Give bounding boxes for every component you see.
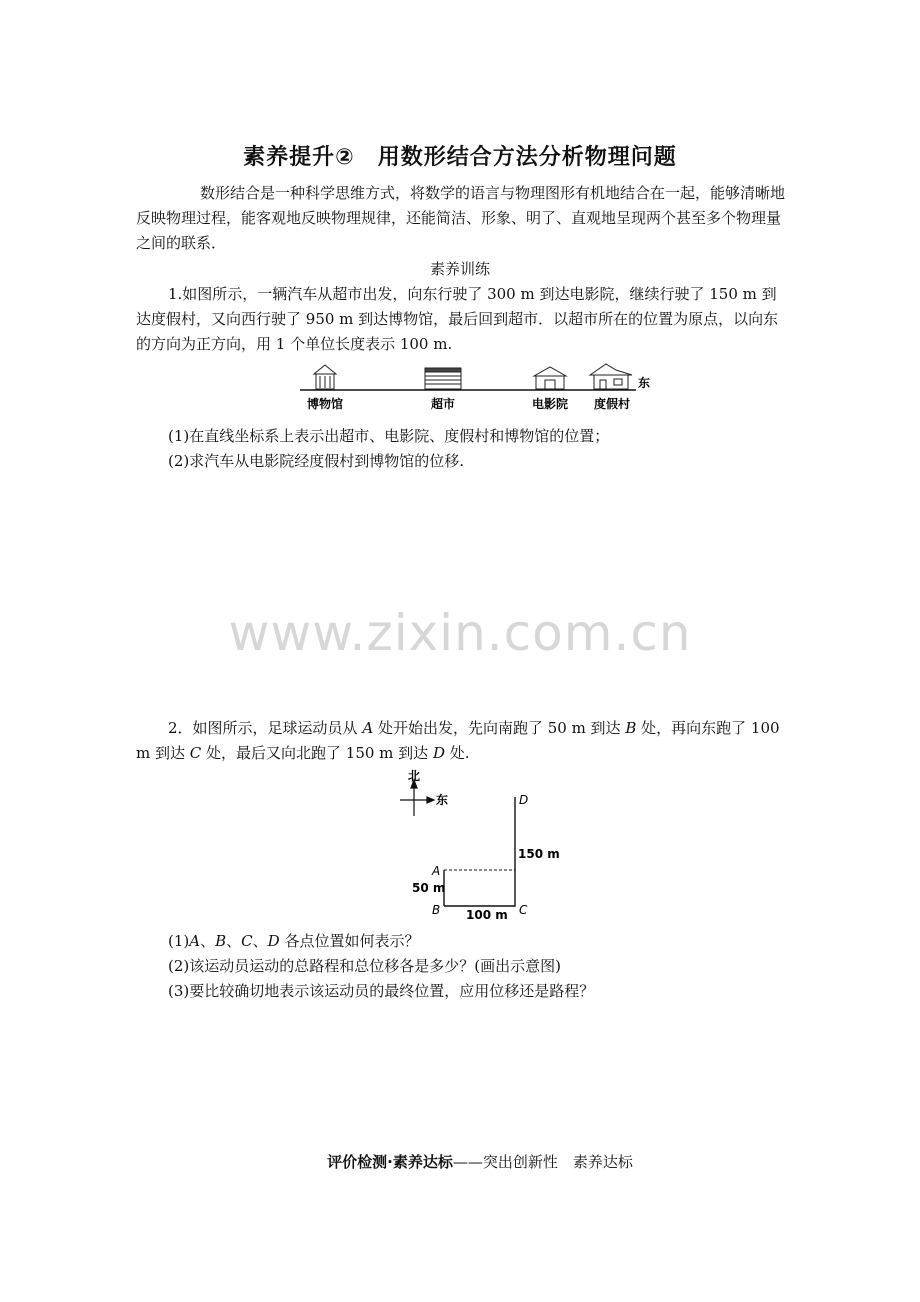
intro-paragraph: 数形结合是一种科学思维方式，将数学的语言与物理图形有机地结合在一起，能够清晰地反映物理过程，能客观地反映物理规律，还能简洁、形象、明了、直观地呈现两个甚至多个物理量之间的联系． bbox=[136, 184, 786, 252]
question-1-sub-1: (1)在直线坐标系上表示出超市、电影院、度假村和博物馆的位置； bbox=[168, 427, 610, 445]
label-resort: 度假村 bbox=[593, 397, 631, 411]
point-b-label: B bbox=[432, 903, 441, 917]
figure-2-path-diagram bbox=[0, 764, 920, 924]
label-museum: 博物馆 bbox=[306, 397, 344, 411]
question-1-sub-2: (2)求汽车从电影院经度假村到博物馆的位移. bbox=[168, 452, 465, 470]
supermarket-icon bbox=[425, 368, 461, 389]
resort-icon bbox=[590, 364, 632, 389]
compass-icon bbox=[400, 780, 434, 816]
east-label: 东 bbox=[436, 793, 449, 807]
cinema-icon bbox=[534, 367, 566, 389]
question-2-sub-2: (2)该运动员运动的总路程和总位移各是多少？(画出示意图) bbox=[168, 957, 561, 975]
footer-section-title: 评价检测·素养达标——突出创新性 素养达标 bbox=[327, 1153, 633, 1171]
question-1-text: 1.如图所示，一辆汽车从超市出发，向东行驶了 300 m 到达电影院，继续行驶了 150 m 到达度假村，又向西行驶了 950 m 到达博物馆，最后回到超市．以超市所在的位置为原点，以向东的方向为正方向，用 1 个单位长度表示 100 m. bbox=[136, 285, 779, 353]
point-c-label: C bbox=[519, 903, 528, 917]
label-supermarket: 超市 bbox=[430, 397, 456, 411]
point-d-label: D bbox=[519, 793, 529, 807]
path-b-c-d bbox=[444, 797, 515, 906]
section-heading: 素养训练 bbox=[429, 260, 490, 278]
north-label: 北 bbox=[408, 769, 421, 783]
question-2-sub-3: (3)要比较确切地表示该运动员的最终位置，应用位移还是路程？ bbox=[168, 982, 595, 1000]
point-a-label: A bbox=[432, 864, 441, 878]
figure-1-number-line bbox=[0, 360, 920, 420]
watermark: www.zixin.com.cn bbox=[228, 604, 692, 662]
question-2-sub-1: (1)A、B、C、D 各点位置如何表示？ bbox=[168, 932, 420, 950]
length-cd-label: 150 m bbox=[518, 847, 560, 861]
museum-icon bbox=[314, 365, 336, 389]
label-cinema: 电影院 bbox=[531, 397, 569, 411]
length-ab-label: 50 m bbox=[412, 881, 446, 895]
page-title: 素养提升② 用数形结合方法分析物理问题 bbox=[243, 145, 677, 170]
length-bc-label: 100 m bbox=[466, 908, 508, 922]
figure-1-east-label: 东 bbox=[638, 376, 651, 390]
question-2-text: 2．如图所示，足球运动员从 A 处开始出发，先向南跑了 50 m 到达 B 处，再向东跑了 100 m 到达 C 处，最后又向北跑了 150 m 到达 D 处. bbox=[136, 719, 780, 762]
